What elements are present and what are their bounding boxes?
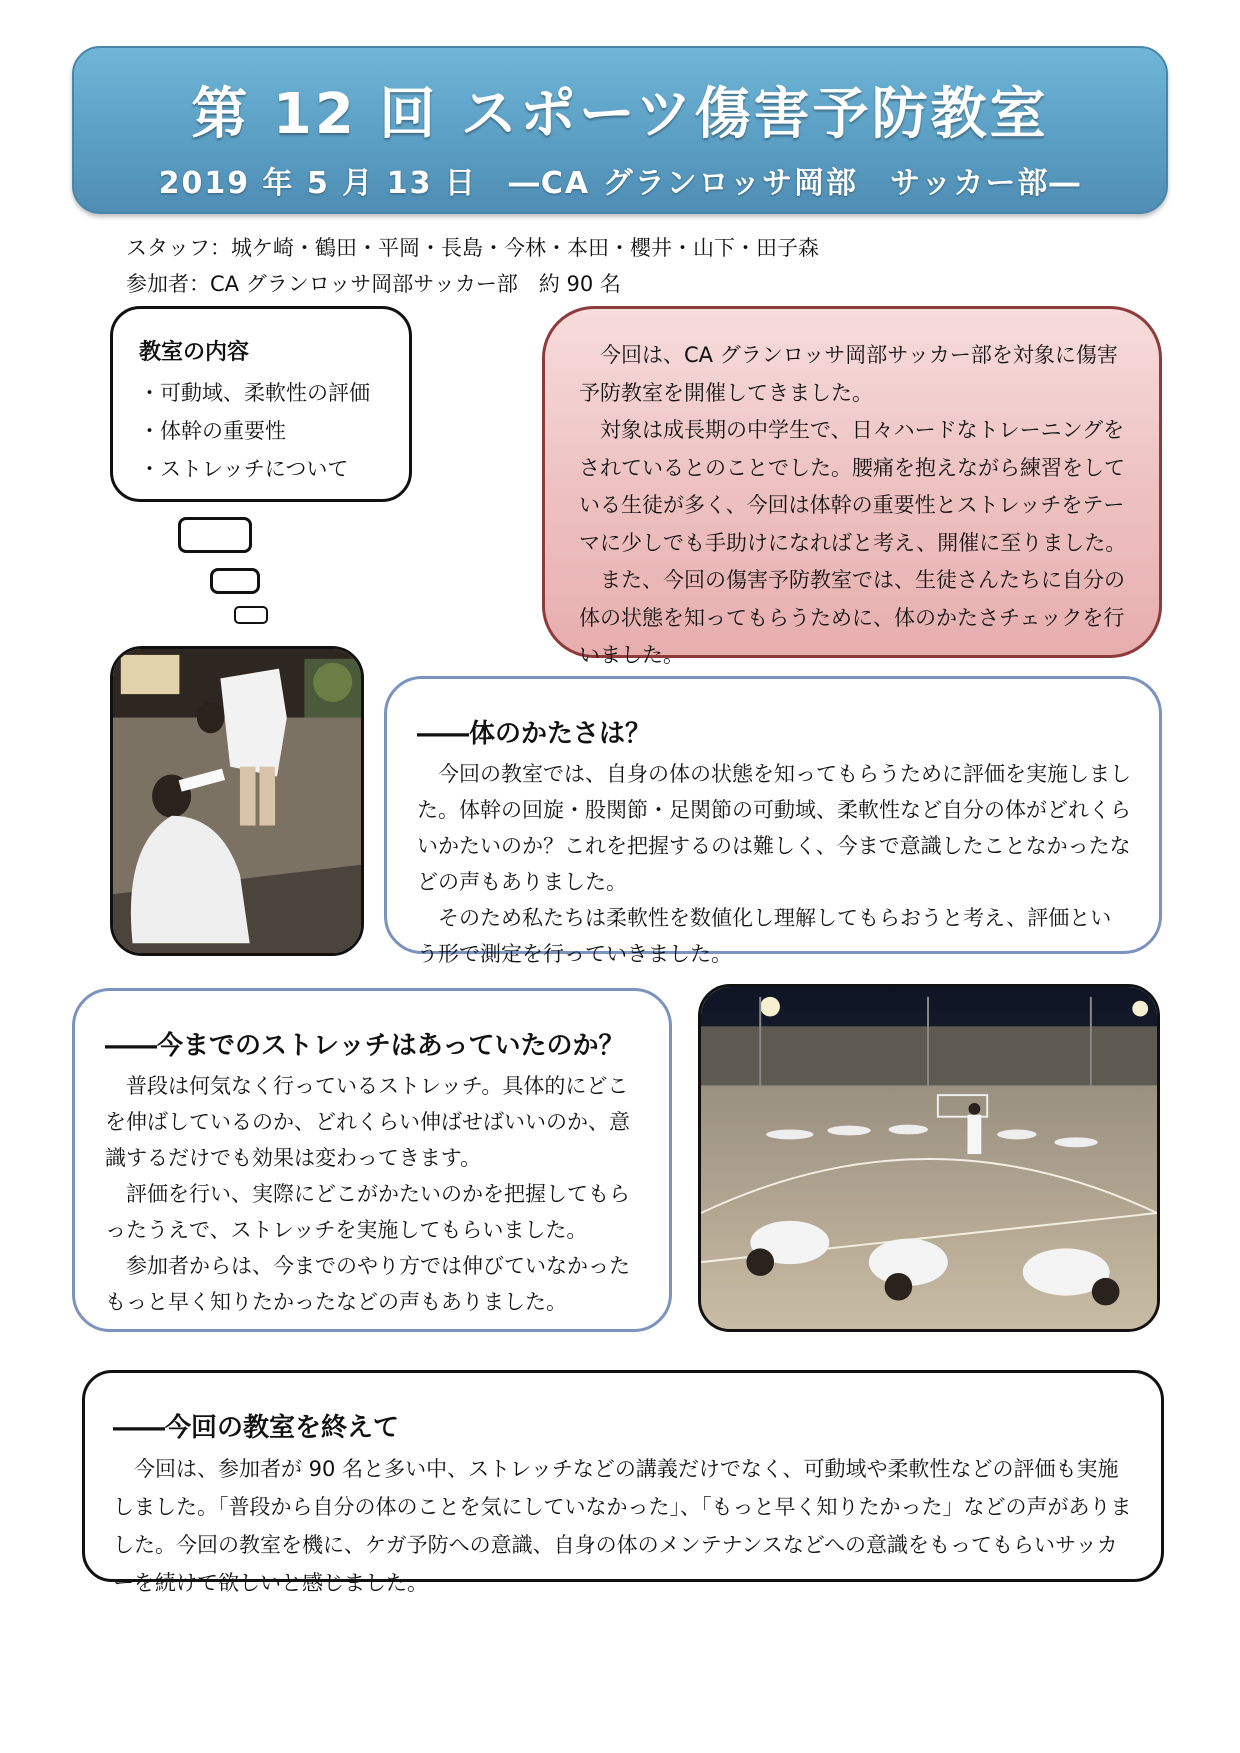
stretch-paragraph-last: もっと早く知りたかったなどの声もありました。 (105, 1290, 567, 1314)
header-banner (72, 46, 1168, 214)
page-subtitle: 2019 年 5 月 13 日 ―CA グランロッサ岡部 サッカー部― (158, 166, 1082, 201)
staff-line: スタッフ：城ケ崎・鶴田・平岡・長島・今林・本田・櫻井・山下・田子森 (126, 236, 819, 260)
summary-paragraph: 今回は、参加者が 90 名と多い中、ストレッチなどの講義だけでなく、可動域や柔軟性などの評価も実施しました。「普段から自分の体のことを気にしていなかった」、「もっと早く知りたかった」などの声がありました。今回の教室を機に、ケガ予防への意識、自身の体のメンテナンスなどへの意識をもってもらいサッカーを続けて欲しいと感じました。 (113, 1457, 1132, 1595)
intro-box (542, 306, 1162, 667)
stretch-box (72, 988, 672, 1332)
participants-line: 参加者：CA グランロッサ岡部サッカー部 約 90 名 (126, 272, 621, 296)
contents-heading: 教室の内容 (139, 340, 250, 365)
intro-paragraph: 今回は、CA グランロッサ岡部サッカー部を対象に傷害予防教室を開催してきました。 (579, 343, 1118, 405)
thought-bubble (178, 517, 252, 553)
thought-bubble (234, 606, 268, 624)
stiffness-paragraph: そのため私たちは柔軟性を数値化し理解してもらおうと考え、評価という形で測定を行っていきました。 (417, 906, 1112, 966)
intro-paragraph: また、今回の傷害予防教室では、生徒さんたちに自分の体の状態を知ってもらうために、体のかたさチェックを行いました。 (579, 568, 1125, 667)
photo-field-stretching (698, 984, 1160, 1332)
contents-box (110, 306, 412, 502)
contents-item: ・体幹の重要性 (139, 419, 286, 443)
intro-paragraph: 対象は成長期の中学生で、日々ハードなトレーニングをされているとのことでした。腰痛を抱えながら練習をしている生徒が多く、今回は体幹の重要性とストレッチをテーマに少しでも手助けになればと考え、開催に至りました。 (579, 418, 1127, 555)
stretch-paragraph: 評価を行い、実際にどこがかたいのかを把握してもらったうえで、ストレッチを実施してもらいました。 (105, 1182, 630, 1242)
stiffness-box (384, 676, 1162, 966)
summary-heading: ――今回の教室を終えて (113, 1413, 400, 1443)
thought-bubble (210, 568, 260, 594)
contents-item: ・ストレッチについて (139, 457, 349, 481)
stiffness-heading: ――体のかたさは？ (417, 719, 652, 749)
summary-box (82, 1370, 1164, 1595)
stretch-paragraph: 参加者からは、今までのやり方では伸びていなかった (126, 1254, 630, 1278)
stretch-paragraph: 普段は何気なく行っているストレッチ。具体的にどこを伸ばしているのか、どれくらい伸ばせばいいのか、意識するだけでも効果は変わってきます。 (105, 1074, 630, 1170)
page-title: 第 12 回 スポーツ傷害予防教室 (191, 82, 1049, 147)
contents-item: ・可動域、柔軟性の評価 (139, 381, 370, 405)
stretch-heading: ――今までのストレッチはあっていたのか？ (105, 1031, 625, 1061)
stiffness-paragraph: 今回の教室では、自身の体の状態を知ってもらうために評価を実施しました。体幹の回旋・股関節・足関節の可動域、柔軟性など自分の体がどれくらいかたいのか？これを把握するのは難しく、今まで意識したことなかったなどの声もありました。 (417, 762, 1131, 894)
photo-flexibility-check (110, 646, 364, 956)
